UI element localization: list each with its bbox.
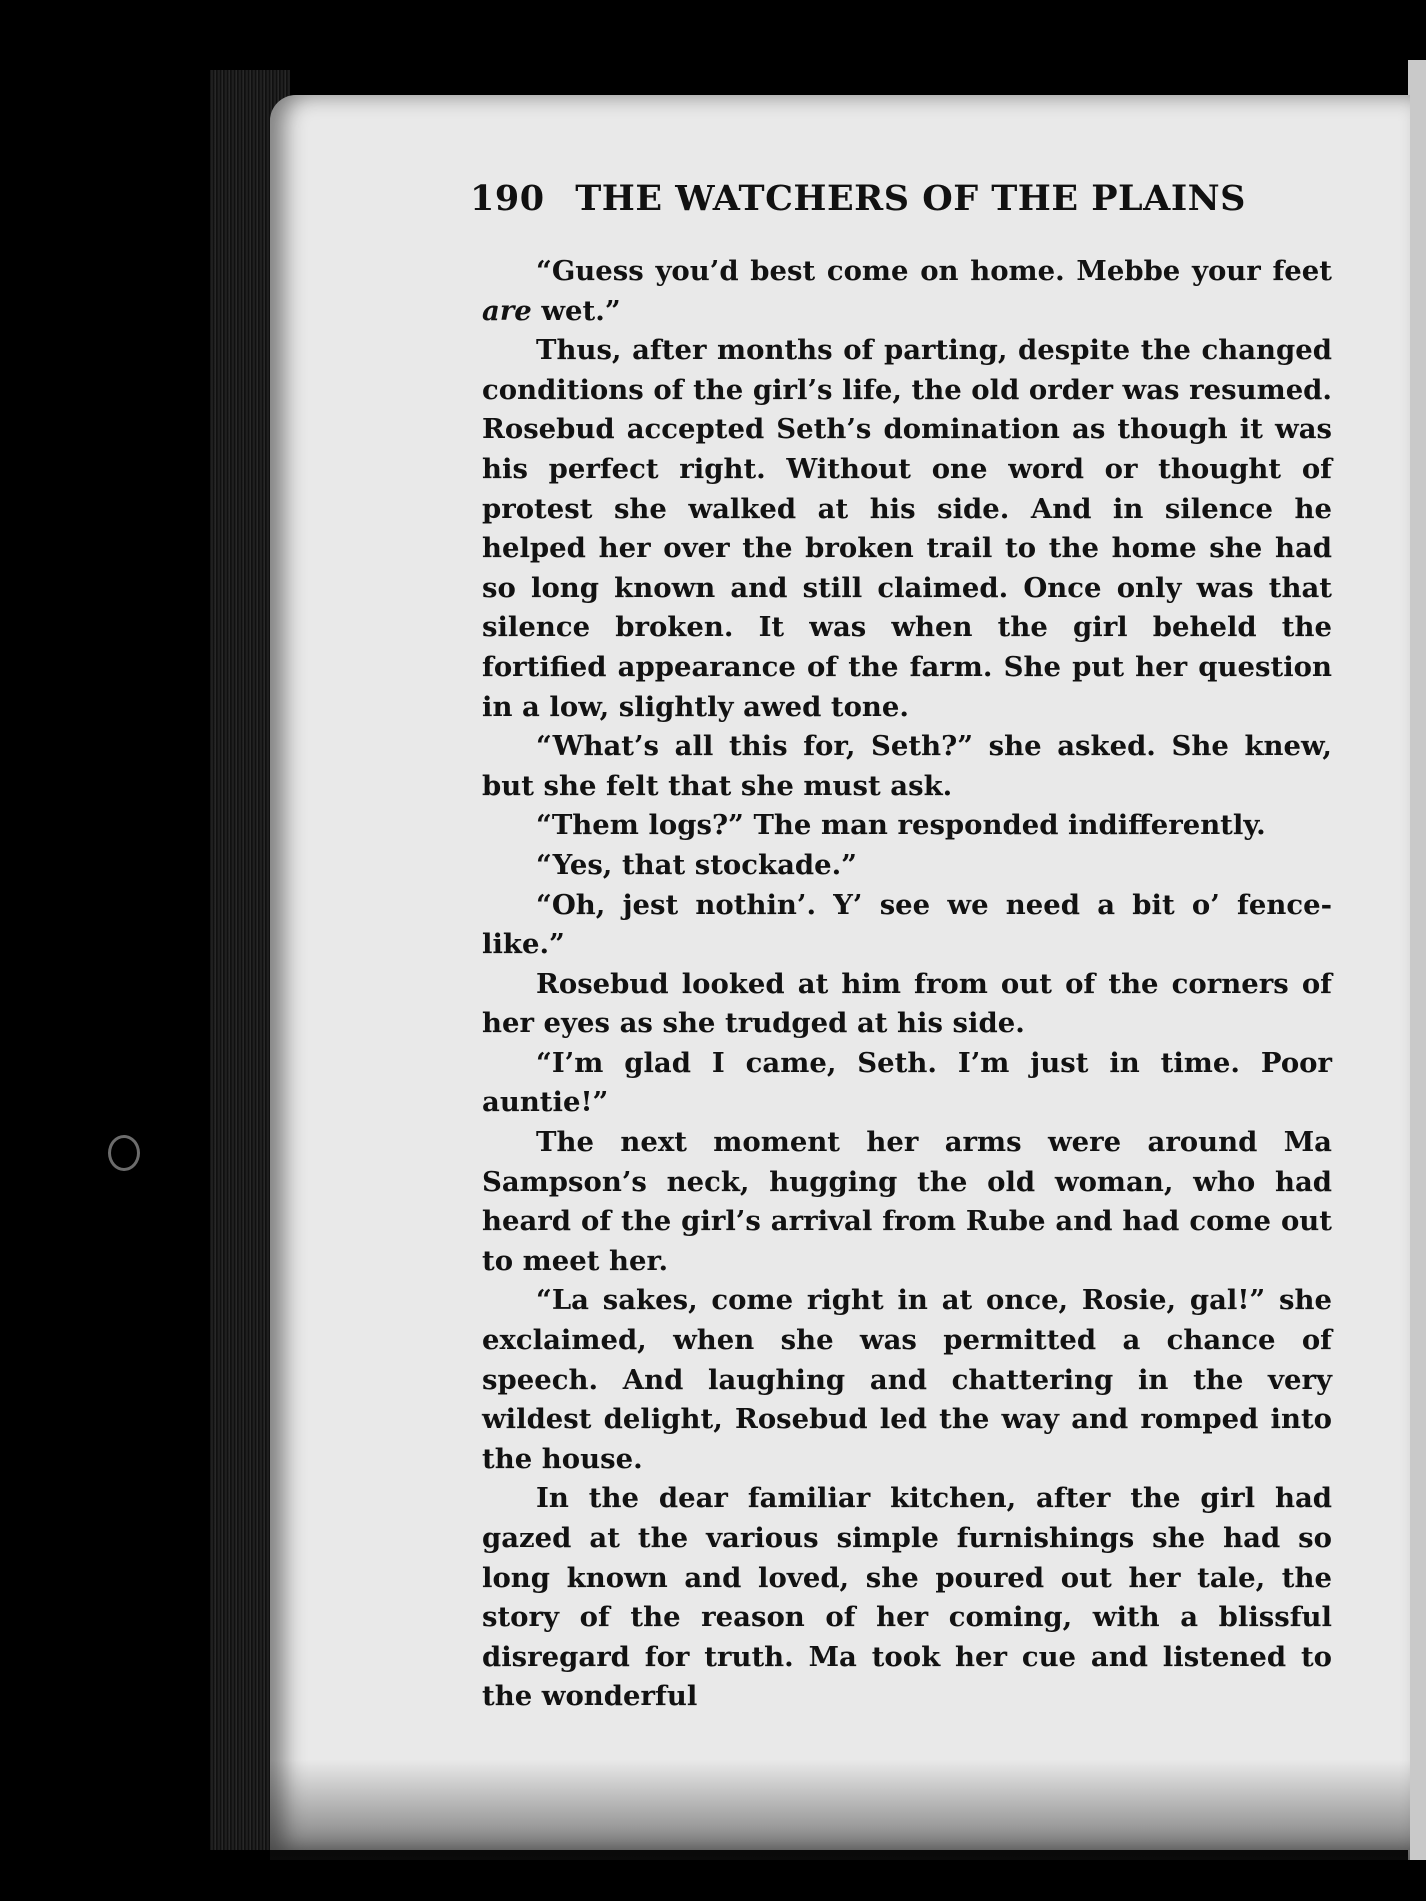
paragraph: In the dear familiar kitchen, after the girl had gazed at the various simple furnishings she had so long known and loved, she poured out her tale, the story of the reason of her coming, with a blissful disregard for truth. Ma took her cue and listened to the wonderful [482,1482,1332,1713]
paragraph: Rosebud looked at him from out of the corners of her eyes as she trudged at his side. [482,967,1332,1040]
paragraph: “Yes, that stockade.” [536,848,858,881]
paragraph: “I’m glad I came, Seth. I’m just in time. Poor auntie!” [482,1046,1332,1119]
page-bottom-shadow [270,1760,1410,1860]
paragraph: “What’s all this for, Seth?” she asked. She knew, but she felt that she must ask. [482,730,1332,802]
paragraph: Thus, after months of parting, despite the changed conditions of the girl’s life, the old order was resumed. Rosebud accepted Seth’s domination as though it was his perfect right. Without one word or thought of protest she walked at his side. And in silence he helped her over the broken trail to the home she had so long known and still claimed. Once only was that silence broken. It was when the girl beheld the fortified appearance of the farm. She put her question in a low, slightly awed tone. [482,334,1332,723]
paragraph [482,252,1332,331]
page-number: 190 [470,178,545,219]
paragraph: The next moment her arms were around Ma Sampson’s neck, hugging the old woman, who had heard of the girl’s arrival from Rube and had come out to meet her. [482,1126,1332,1277]
running-header [470,178,1330,219]
paragraph-text: “Guess you’d best come on home. Mebbe your feet [536,255,1332,287]
body-text [482,252,1332,1717]
running-title: THE WATCHERS OF THE PLAINS [575,178,1246,219]
emphasized-word: are [482,294,532,327]
paragraph: “La sakes, come right in at once, Rosie, gal!” she exclaimed, when she was permitted a chance of speech. And laughing and chattering in the very wildest delight, Rosebud led the way and romped into the house. [482,1284,1332,1475]
facing-page-edge [1408,60,1426,1860]
scan-smudge [108,1135,140,1171]
paragraph: “Oh, jest nothin’. Y’ see we need a bit o’ fence-like.” [482,888,1332,961]
paragraph: “Them logs?” The man responded indifferently. [536,809,1266,842]
paragraph-text: wet.” [531,294,621,327]
